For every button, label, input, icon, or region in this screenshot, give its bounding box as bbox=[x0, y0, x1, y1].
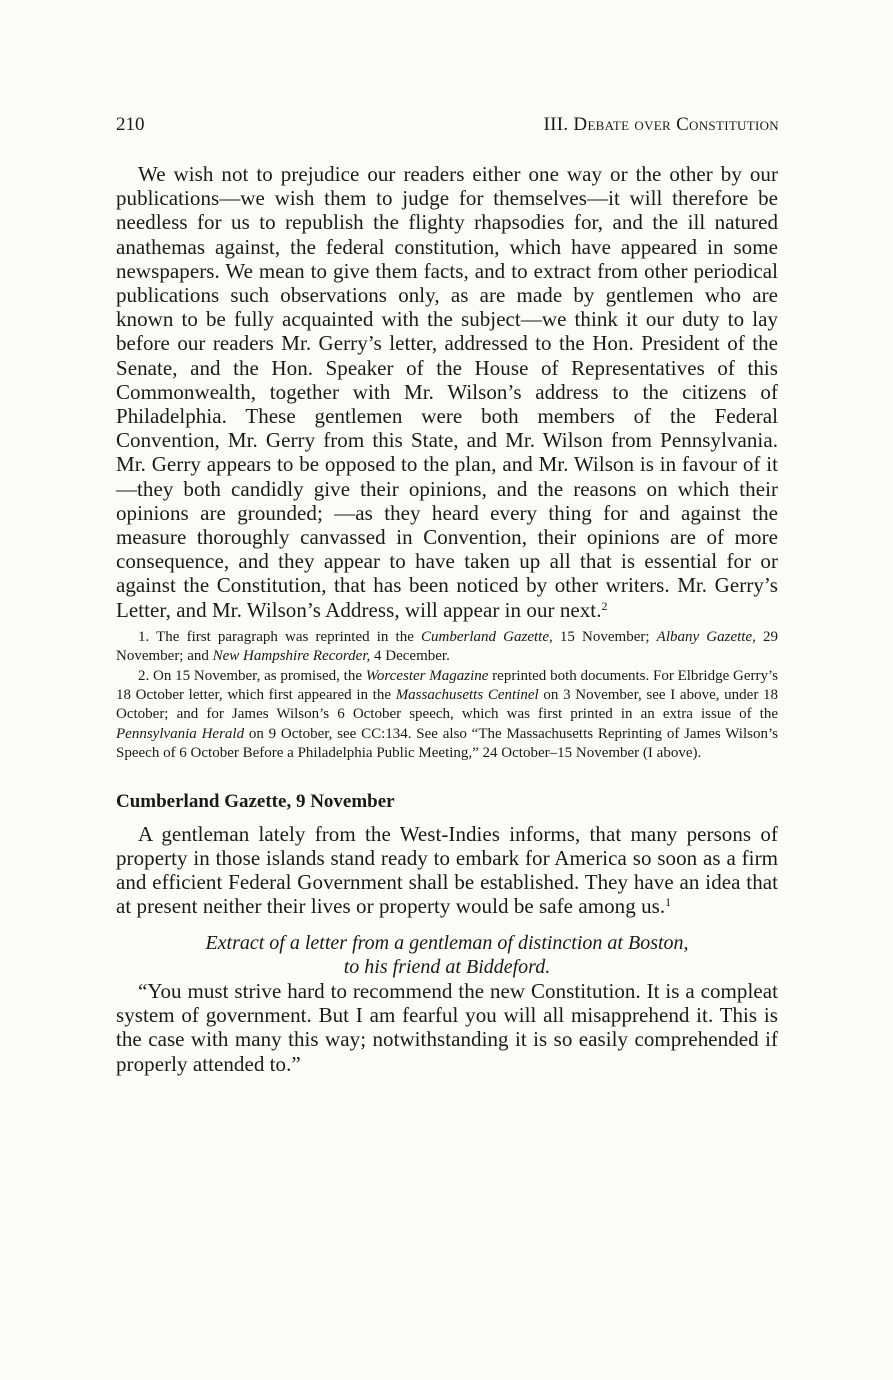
footnote-1-text-d: 4 December. bbox=[370, 648, 450, 665]
footnote-1 bbox=[116, 628, 778, 667]
footnote-2-title-c: Pennsylvania Herald bbox=[116, 725, 245, 742]
footnote-1-text-c: 29 November; and bbox=[116, 628, 779, 665]
extract-heading bbox=[116, 931, 778, 979]
extract-line-2: to his friend at Biddeford. bbox=[343, 955, 551, 978]
page-number: 210 bbox=[116, 114, 145, 135]
running-head bbox=[116, 114, 779, 136]
footnote-2-text-d: on 9 October, see CC:134. See also “The Massachusetts Reprinting of James Wilson’s Speech of 6 October Before a Philadelphia Public Meeting,” 24 October–15 November (I above). bbox=[116, 725, 778, 762]
text-block bbox=[116, 162, 778, 1076]
footnote-2-text-a: On 15 November, as promised, the bbox=[149, 667, 366, 684]
section-paragraph-text: A gentleman lately from the West-Indies informs, that many persons of property in those islands stand ready to embark for America so soon as a firm and efficient Federal Government shall be established. They have an idea that at present neither their lives or property would be safe among us. bbox=[116, 821, 778, 919]
footnote-2 bbox=[116, 667, 778, 764]
footnotes bbox=[116, 628, 778, 764]
footnote-2-title-b: Massachusetts Centinel bbox=[395, 687, 539, 704]
footnote-1-number: 1. bbox=[138, 628, 150, 645]
section-heading: Cumberland Gazette, 9 November bbox=[116, 790, 395, 812]
footnote-ref-1: 1 bbox=[665, 895, 672, 910]
intro-paragraph bbox=[116, 162, 778, 622]
running-title: III. Debate over Constitution bbox=[543, 114, 779, 135]
letter-quote: “You must strive hard to recommend the new Constitution. It is a compleat system of government. But I am fearful you will all misapprehend it. This is the case with many this way; notwithstanding it is so easily comprehended if properly attended to.” bbox=[116, 978, 778, 1076]
footnote-1-text-b: 15 November; bbox=[552, 628, 657, 645]
footnote-2-number: 2. bbox=[138, 667, 150, 684]
footnote-1-title-c: New Hampshire Recorder, bbox=[212, 648, 371, 665]
footnote-ref-2: 2 bbox=[601, 598, 608, 613]
section-paragraph bbox=[116, 822, 778, 919]
footnote-1-title-a: Cumberland Gazette, bbox=[421, 628, 553, 645]
footnote-1-title-b: Albany Gazette, bbox=[656, 628, 756, 645]
intro-paragraph-text: We wish not to prejudice our readers either one way or the other by our publications—we wish them to judge for themselves—it will therefore be needless for us to republish the flighty rhapsodies for, and the ill natured anathemas against, the federal constitution, which have appeared in some newspapers. We mean to give them facts, and to extract from other periodical publications such observations only, as are made by gentlemen who are known to be fully acquainted with the subject—we think it our duty to lay before our readers Mr. Gerry’s letter, addressed to the Hon. President of the Senate, and the Hon. Speaker of the House of Representatives of this Commonwealth, together with Mr. Wilson’s address to the citizens of Philadelphia. These gentlemen were both members of the Federal Convention, Mr. Gerry from this State, and Mr. Wilson from Pennsylvania. Mr. Gerry appears to be opposed to the plan, and Mr. Wilson is in favour of it—they both candidly give their opinions, and the reasons on which their opinions are grounded; —as they heard every thing for and against the measure thoroughly canvassed in Convention, their opinions are of more consequence, and they appear to have taken up all that is essential for or against the Constitution, that has been noticed by other writers. Mr. Gerry’s Letter, and Mr. Wilson’s Address, will appear in our next. bbox=[116, 162, 778, 622]
extract-line-1: Extract of a letter from a gentleman of distinction at Boston, bbox=[205, 931, 689, 954]
footnote-2-title-a: Worcester Magazine bbox=[365, 667, 489, 684]
footnote-1-text-a: The first paragraph was reprinted in the bbox=[149, 628, 422, 645]
footnote-2-text-c: on 3 November, see I above, under 18 October; and for James Wilson’s 6 October speech, which was first printed in an extra issue of the bbox=[116, 687, 778, 723]
footnote-2-text-b: reprinted both documents. For Elbridge Gerry’s 18 October letter, which first appeared in the bbox=[116, 667, 778, 704]
